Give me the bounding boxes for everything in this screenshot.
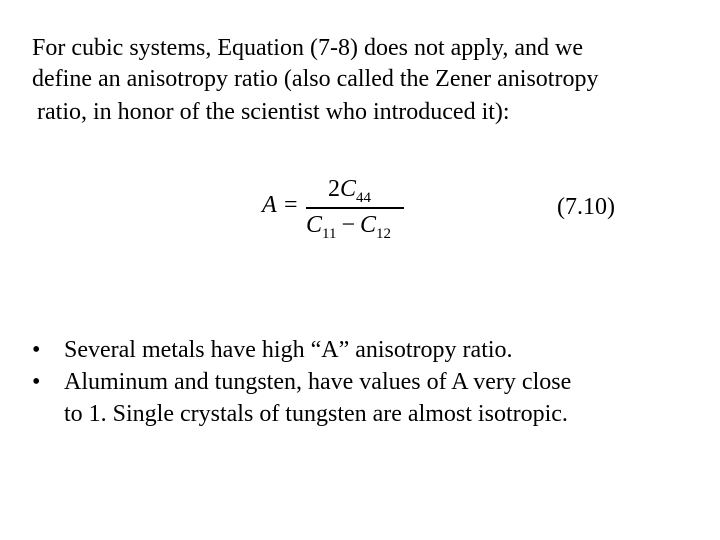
- denominator-minus: −: [341, 212, 356, 238]
- bullet-item: [32, 366, 571, 430]
- denominator-subscript-2: 12: [376, 226, 392, 242]
- bullet-text-continued: to 1. Single crystals of tungsten are almost isotropic.: [64, 401, 568, 427]
- fraction-bar: [306, 207, 404, 209]
- bullet-text: Aluminum and tungsten, have values of A very close: [64, 369, 572, 395]
- equation-number: (7.10): [557, 194, 615, 220]
- bullet-text: Several metals have high “A” anisotropy ratio.: [64, 337, 513, 363]
- intro-line-1: For cubic systems, Equation (7-8) does not apply, and we: [32, 35, 584, 61]
- equation-lhs: A: [262, 192, 277, 218]
- fraction-numerator: [328, 176, 372, 206]
- intro-line-2: define an anisotropy ratio (also called the Zener anisotropy: [32, 66, 599, 92]
- equation-equals: =: [284, 192, 298, 218]
- bullet-item: [32, 334, 571, 366]
- numerator-subscript: 44: [356, 190, 372, 206]
- denominator-subscript-1: 11: [322, 226, 337, 242]
- denominator-variable-1: C: [306, 212, 323, 238]
- numerator-coefficient: 2: [328, 176, 340, 202]
- fraction-denominator: [306, 212, 392, 242]
- bullet-list: [32, 334, 571, 430]
- denominator-variable-2: C: [360, 212, 377, 238]
- bullet-marker: •: [32, 369, 41, 395]
- intro-line-3: ratio, in honor of the scientist who introduced it):: [37, 99, 510, 125]
- bullet-marker: •: [32, 337, 41, 363]
- numerator-variable: C: [340, 176, 357, 202]
- anisotropy-equation: [260, 174, 420, 250]
